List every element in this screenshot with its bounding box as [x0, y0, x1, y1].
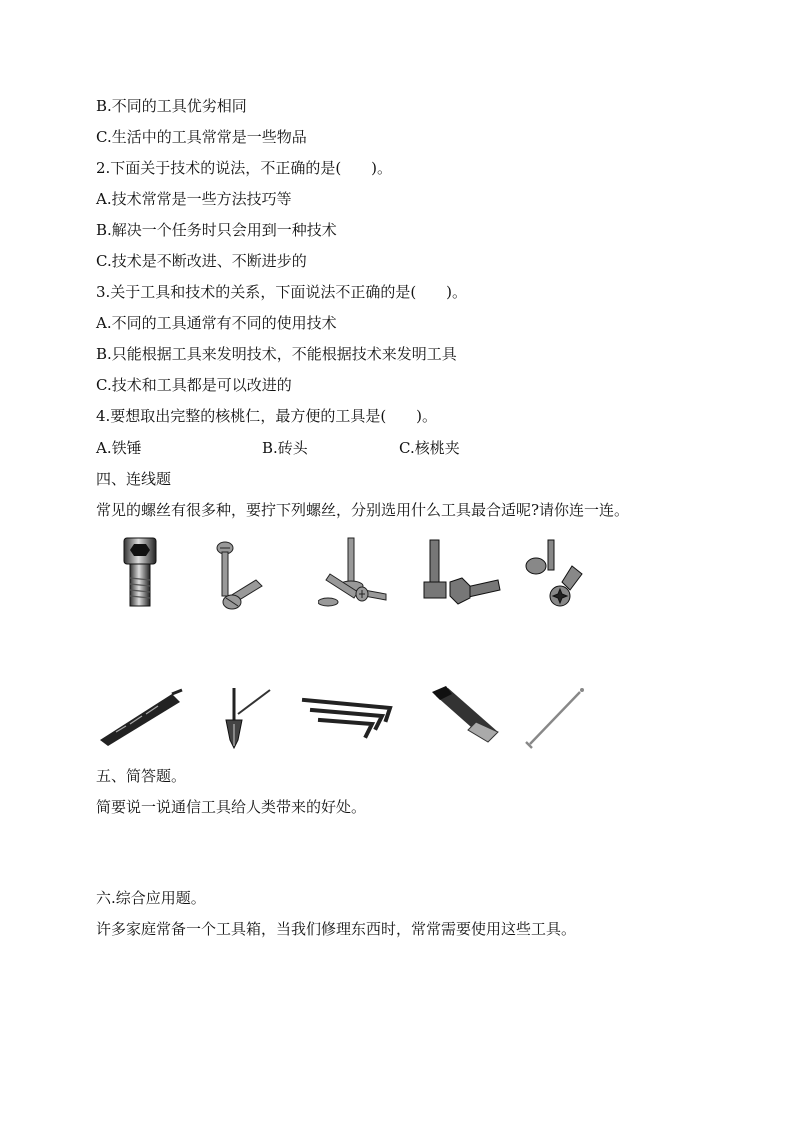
- torx-key-image: [522, 686, 588, 752]
- q4-option-c: C.核桃夹: [399, 439, 460, 457]
- section4-instruction: 常见的螺丝有很多种，要拧下列螺丝，分别选用什么工具最合适呢?请你连一连。: [96, 501, 630, 519]
- q2-stem: 2.下面关于技术的说法，不正确的是( )。: [96, 159, 393, 177]
- phillips-screws-image: [318, 536, 390, 608]
- hex-key-set-image: [300, 694, 406, 742]
- q3-stem: 3.关于工具和技术的关系，下面说法不正确的是( )。: [96, 283, 468, 301]
- q1-option-c: C.生活中的工具常常是一些物品: [96, 128, 307, 146]
- hex-head-bolts-image: [422, 538, 504, 610]
- q3-option-c: C.技术和工具都是可以改进的: [96, 376, 292, 394]
- section5-question: 简要说一说通信工具给人类带来的好处。: [96, 798, 367, 816]
- section5-title: 五、简答题。: [96, 767, 187, 785]
- q4-stem: 4.要想取出完整的核桃仁，最方便的工具是( )。: [96, 407, 438, 425]
- hex-socket-cap-screw-image: [118, 536, 162, 610]
- flathead-screwdriver-image: [96, 688, 184, 746]
- q3-option-a: A.不同的工具通常有不同的使用技术: [96, 314, 337, 332]
- q3-option-b: B.只能根据工具来发明技术，不能根据技术来发明工具: [96, 345, 457, 363]
- q4-option-a: A.铁锤: [96, 439, 142, 457]
- q1-option-b: B.不同的工具优劣相同: [96, 97, 247, 115]
- phillips-screwdriver-image: [204, 684, 274, 750]
- q4-option-b: B.砖头: [262, 439, 308, 457]
- hex-socket-driver-image: [426, 686, 502, 746]
- q2-option-b: B.解决一个任务时只会用到一种技术: [96, 221, 337, 239]
- section6-intro: 许多家庭常备一个工具箱，当我们修理东西时，常常需要使用这些工具。: [96, 920, 577, 938]
- q2-option-c: C.技术是不断改进、不断进步的: [96, 252, 307, 270]
- q2-option-a: A.技术常常是一些方法技巧等: [96, 190, 292, 208]
- torx-screws-image: [520, 538, 590, 610]
- slotted-screws-image: [212, 540, 270, 614]
- section4-title: 四、连线题: [96, 470, 172, 488]
- section6-title: 六.综合应用题。: [96, 889, 206, 907]
